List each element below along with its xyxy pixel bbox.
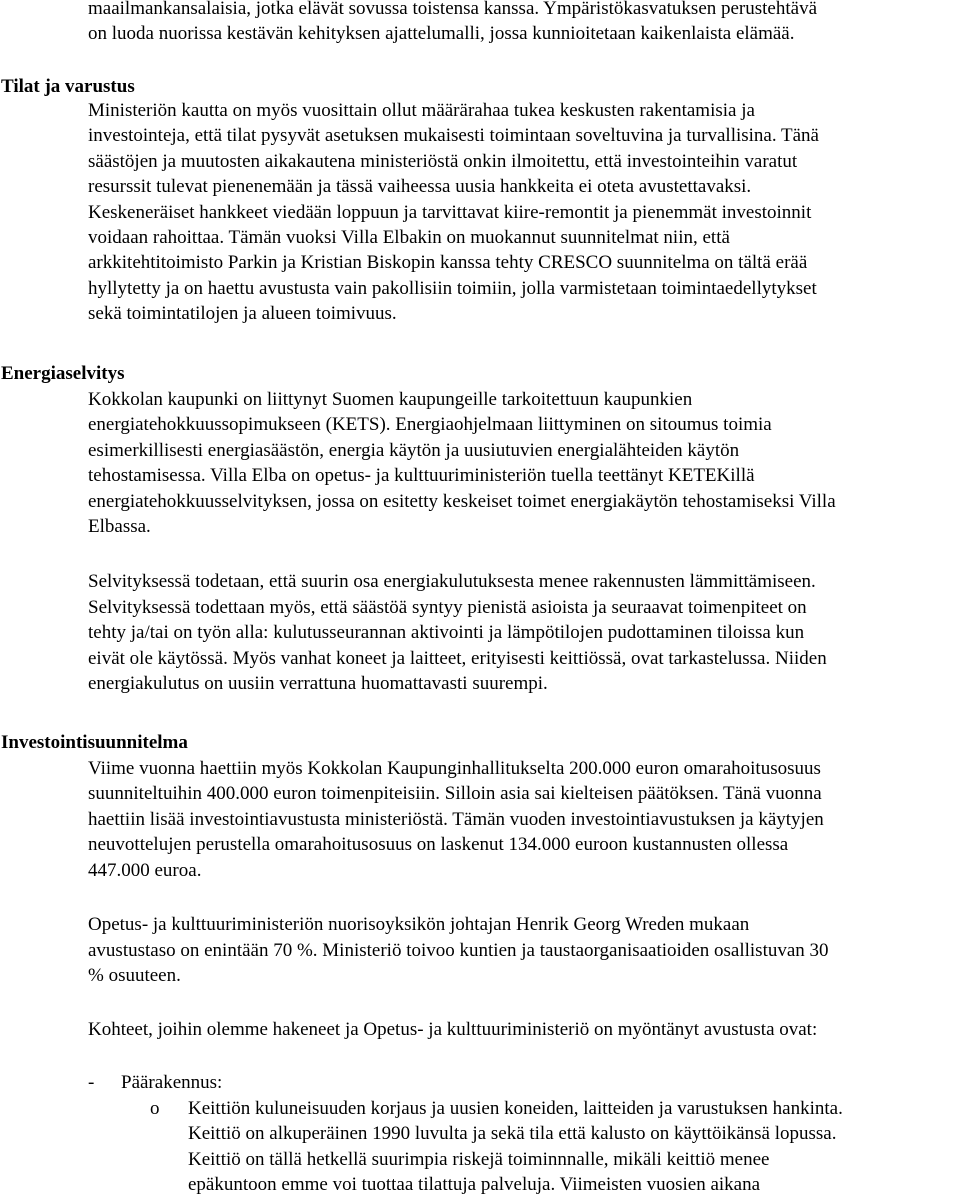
invest-p3-line-1: Kohteet, joihin olemme hakeneet ja Opetus- ja kulttuuriministeriö on myöntänyt avustusta ovat: xyxy=(88,1019,818,1040)
intro-line-1: maailmankansalaisia, jotka elävät sovussa toistensa kanssa. Ympäristökasvatuksen perustehtävä xyxy=(88,0,818,19)
invest-p2-line-2: avustustaso on enintään 70 %. Ministeriö toivoo kuntien ja taustaorganisaatioiden osallistuvan 30 xyxy=(88,940,829,961)
bullet-label-paarakennus: Päärakennus: xyxy=(121,1072,223,1093)
invest-p1-line-4: neuvottelujen perustella omarahoitusosuus on laskenut 134.000 euroon kustannusten ollessa xyxy=(88,834,789,855)
sub-bullet-line-2: Keittiö on alkuperäinen 1990 luvulta ja sekä tila että kalusto on käyttöikänsä lopussa. xyxy=(188,1123,837,1144)
energia-p1-line-1: Kokkolan kaupunki on liittynyt Suomen kaupungeille tarkoitettuun kaupunkien xyxy=(88,389,693,410)
energia-p2-line-5: energiakulutus on uusiin verrattuna huomattavasti suurempi. xyxy=(88,673,548,694)
invest-p1-line-3: haettiin lisää investointiavustusta ministeriöstä. Tämän vuoden investointiavustuksen ja käytyjen xyxy=(88,809,824,830)
sub-bullet-line-3: Keittiö on tällä hetkellä suurimpia riskejä toiminnnalle, mikäli keittiö menee xyxy=(188,1149,770,1170)
invest-p1-line-1: Viime vuonna haettiin myös Kokkolan Kaupunginhallitukselta 200.000 euron omarahoitusosuus xyxy=(88,758,821,779)
tilat-line-2: investointeja, että tilat pysyvät asetuksen mukaisesti toimintaan soveltuvina ja turvallisina. Tänä xyxy=(88,125,819,146)
tilat-line-3: säästöjen ja muutosten aikakautena ministeriöstä onkin ilmoitettu, että investointeihin varatut xyxy=(88,151,798,172)
invest-p2-line-3: % osuuteen. xyxy=(88,965,181,986)
energia-p1-line-6: Elbassa. xyxy=(88,516,151,537)
energia-p2-line-3: tehty ja/tai on työn alla: kulutusseurannan aktivointi ja lämpötilojen pudottaminen tiloissa kun xyxy=(88,622,805,643)
energia-p1-line-4: tehostamisessa. Villa Elba on opetus- ja kulttuuriministeriön tuella teettänyt KETEKillä xyxy=(88,465,755,486)
tilat-line-8: hyllytetty ja on haettu avustusta vain pakollisiin toimiin, jolla varmistetaan toimintaedellytykset xyxy=(88,278,817,299)
heading-investointi: Investointisuunnitelma xyxy=(1,732,188,753)
energia-p1-line-3: esimerkillisesti energiasäästön, energia käytön ja uusiutuvien energialähteiden käytön xyxy=(88,440,740,461)
tilat-line-6: voidaan rahoittaa. Tämän vuoksi Villa Elbakin on muokannut suunnitelmat niin, että xyxy=(88,227,730,248)
energia-p1-line-2: energiatehokkuussopimukseen (KETS). Energiaohjelmaan liittyminen on sitoumus toimia xyxy=(88,414,772,435)
sub-bullet-line-1: Keittiön kuluneisuuden korjaus ja uusien koneiden, laitteiden ja varustuksen hankinta. xyxy=(188,1098,843,1119)
invest-p1-line-2: suunniteltuihin 400.000 euron toimenpiteisiin. Silloin asia sai kielteisen päätöksen. Tänä vuonna xyxy=(88,783,822,804)
tilat-line-5: Keskeneräiset hankkeet viedään loppuun ja tarvittavat kiire-remontit ja pienemmät investoinnit xyxy=(88,202,812,223)
invest-p1-line-5: 447.000 euroa. xyxy=(88,860,202,881)
tilat-line-4: resurssit tulevat pienenemään ja tässä vaiheessa uusia hankkeita ei oteta avustettavaksi. xyxy=(88,176,752,197)
sub-bullet-o-marker: o xyxy=(150,1098,160,1119)
tilat-line-7: arkkitehtitoimisto Parkin ja Kristian Biskopin kanssa tehty CRESCO suunnitelma on tältä erää xyxy=(88,252,808,273)
tilat-line-9: sekä toimintatilojen ja alueen toimivuus. xyxy=(88,303,397,324)
energia-p2-line-4: eivät ole käytössä. Myös vanhat koneet ja laitteet, erityisesti keittiössä, ovat tarkastelussa. Niiden xyxy=(88,648,827,669)
tilat-line-1: Ministeriön kautta on myös vuosittain ollut määrärahaa tukea keskusten rakentamisia ja xyxy=(88,100,755,121)
intro-line-2: on luoda nuorissa kestävän kehityksen ajattelumalli, jossa kunnioitetaan kaikenlaista elämää. xyxy=(88,23,795,44)
heading-tilat: Tilat ja varustus xyxy=(1,76,135,97)
bullet-dash-marker: - xyxy=(88,1072,95,1093)
sub-bullet-line-4: epäkuntoon emme voi tuottaa tilattuja palveluja. Viimeisten vuosien aikana xyxy=(188,1174,761,1195)
heading-energia: Energiaselvitys xyxy=(1,363,125,384)
invest-p2-line-1: Opetus- ja kulttuuriministeriön nuorisoyksikön johtajan Henrik Georg Wreden mukaan xyxy=(88,914,750,935)
energia-p2-line-1: Selvityksessä todetaan, että suurin osa energiakulutuksesta menee rakennusten lämmittämiseen. xyxy=(88,571,816,592)
energia-p2-line-2: Selvityksessä todettaan myös, että säästöä syntyy pienistä asioista ja seuraavat toimenpiteet on xyxy=(88,597,807,618)
energia-p1-line-5: energiatehokkuusselvityksen, jossa on esitetty keskeiset toimet energiakäytön tehostamiseksi Villa xyxy=(88,491,836,512)
